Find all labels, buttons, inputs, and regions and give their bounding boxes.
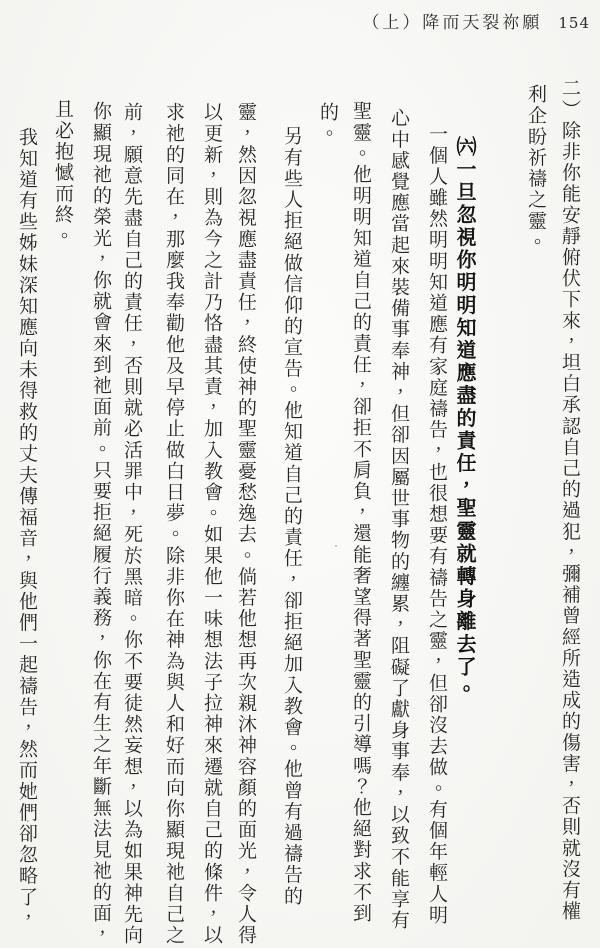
text-column-5: 心中感覺應當起來裝備事奉神，但卻因屬世事物的纏累，阻礙了獻身事奉，以致不能享有 [388,108,410,931]
running-header [362,8,590,33]
text-column-2: 利企盼祈禱之靈。 [525,84,547,253]
text-column-4: 一個人雖然明明知道應有家庭禱告，也很想要有禱告之靈，但卻沒去做。有個年輕人明 [426,124,448,926]
section-heading: ㈥一旦忽視你明明知道應盡的責任，聖靈就轉身離去了。 [453,136,477,701]
text-column-7: 的。 [317,102,339,145]
text-column-9: 靈，然因忽視應盡責任，終使神的聖靈憂愁逸去。倘若他想再次親沐神容顏的面光，令人得 [235,102,257,946]
page-number: 154 [558,14,590,32]
text-column-6: 聖靈。他明明知道自己的責任，卻拒不肩負，還能奢望得著聖靈的引導嗎？他絕對求不到 [350,101,372,924]
text-column-15: 我知道有些姊妹深知應向未得救的丈夫傳福音，與他們一起禱告，然而她們卻忽略了， [16,127,38,929]
text-column-8: 另有些人拒絕做信仰的宣告。他知道自己的責任，卻拒絕加入教會。他曾有過禱告的 [281,126,303,907]
text-column-11: 求祂的同在，那麼我奉勸他及早停止做白日夢。除非你在神為與人和好而向你顯現祂自己之 [163,102,185,946]
book-title: （上）降而天裂祢願 [362,13,543,33]
scan-speck [27,820,29,822]
text-column-12: 前，願意先盡自己的責任，否則就必活罪中，死於黑暗。你不要徒然妄想，以為如果神先向 [121,102,143,946]
text-column-10: 以更新，則為今之計乃恪盡其責，加入教會。如果他一味想法子拉神來遷就自己的條件，以 [201,102,223,946]
text-column-1: 二）除非你能安靜俯伏下來，坦白承認自己的過犯，彌補曾經所造成的傷害，否則就沒有權 [559,78,581,922]
text-column-13: 你顯現祂的榮光，你就會來到祂面前。只要拒絕履行義務，你在有生之年斷無法見祂的面， [90,101,112,945]
text-column-14: 且必抱憾而終。 [52,99,74,247]
scan-speck [335,545,337,547]
